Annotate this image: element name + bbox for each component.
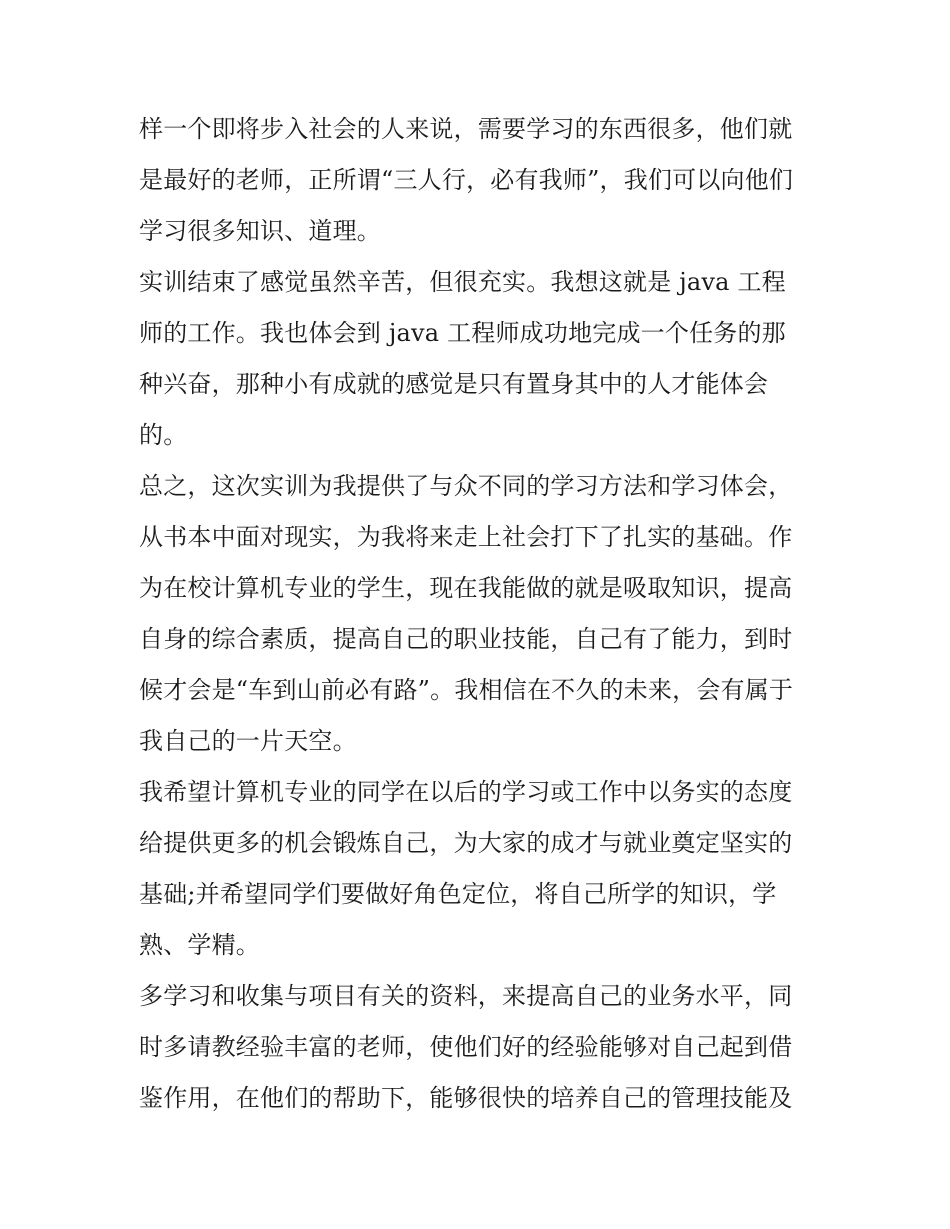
text-line: 我希望计算机专业的同学在以后的学习或工作中以务实的态度 (139, 778, 793, 806)
text-line: 自身的综合素质，提高自己的职业技能，自己有了能力，到时 (139, 625, 793, 653)
text-line: 候才会是“车到山前必有路”。我相信在不久的未来，会有属于 (139, 676, 794, 704)
paragraph-3 (139, 461, 819, 767)
text-line: 种兴奋，那种小有成就的感觉是只有置身其中的人才能体会 (139, 370, 769, 398)
paragraph-1 (139, 104, 819, 257)
text-line: 为在校计算机专业的学生，现在我能做的就是吸取知识，提高 (139, 574, 793, 602)
paragraph-2 (139, 257, 819, 461)
paragraph-5 (139, 971, 819, 1124)
text-line: 多学习和收集与项目有关的资料，来提高自己的业务水平，同 (139, 982, 793, 1010)
text-line: 时多请教经验丰富的老师，使他们好的经验能够对自己起到借 (139, 1033, 793, 1061)
text-line: 样一个即将步入社会的人来说，需要学习的东西很多，他们就 (139, 115, 793, 143)
text-line: 的。 (139, 421, 188, 449)
text-line: 实训结束了感觉虽然辛苦，但很充实。我想这就是 java 工程 (139, 268, 786, 296)
paragraph-4 (139, 767, 819, 971)
text-line: 基础;并希望同学们要做好角色定位，将自己所学的知识，学 (139, 880, 777, 908)
text-line: 师的工作。我也体会到 java 工程师成功地完成一个任务的那 (139, 319, 786, 347)
text-line: 给提供更多的机会锻炼自己，为大家的成才与就业奠定坚实的 (139, 829, 793, 857)
text-line: 鉴作用，在他们的帮助下，能够很快的培养自己的管理技能及 (139, 1084, 793, 1112)
text-line: 我自己的一片天空。 (139, 727, 357, 755)
text-line: 学习很多知识、道理。 (139, 217, 381, 245)
text-line: 是最好的老师，正所谓“三人行，必有我师”，我们可以向他们 (139, 166, 794, 194)
text-line: 从书本中面对现实，为我将来走上社会打下了扎实的基础。作 (139, 523, 793, 551)
text-line: 熟、学精。 (139, 931, 260, 959)
text-line: 总之，这次实训为我提供了与众不同的学习方法和学习体会， (139, 472, 793, 500)
document-body (139, 104, 819, 1124)
